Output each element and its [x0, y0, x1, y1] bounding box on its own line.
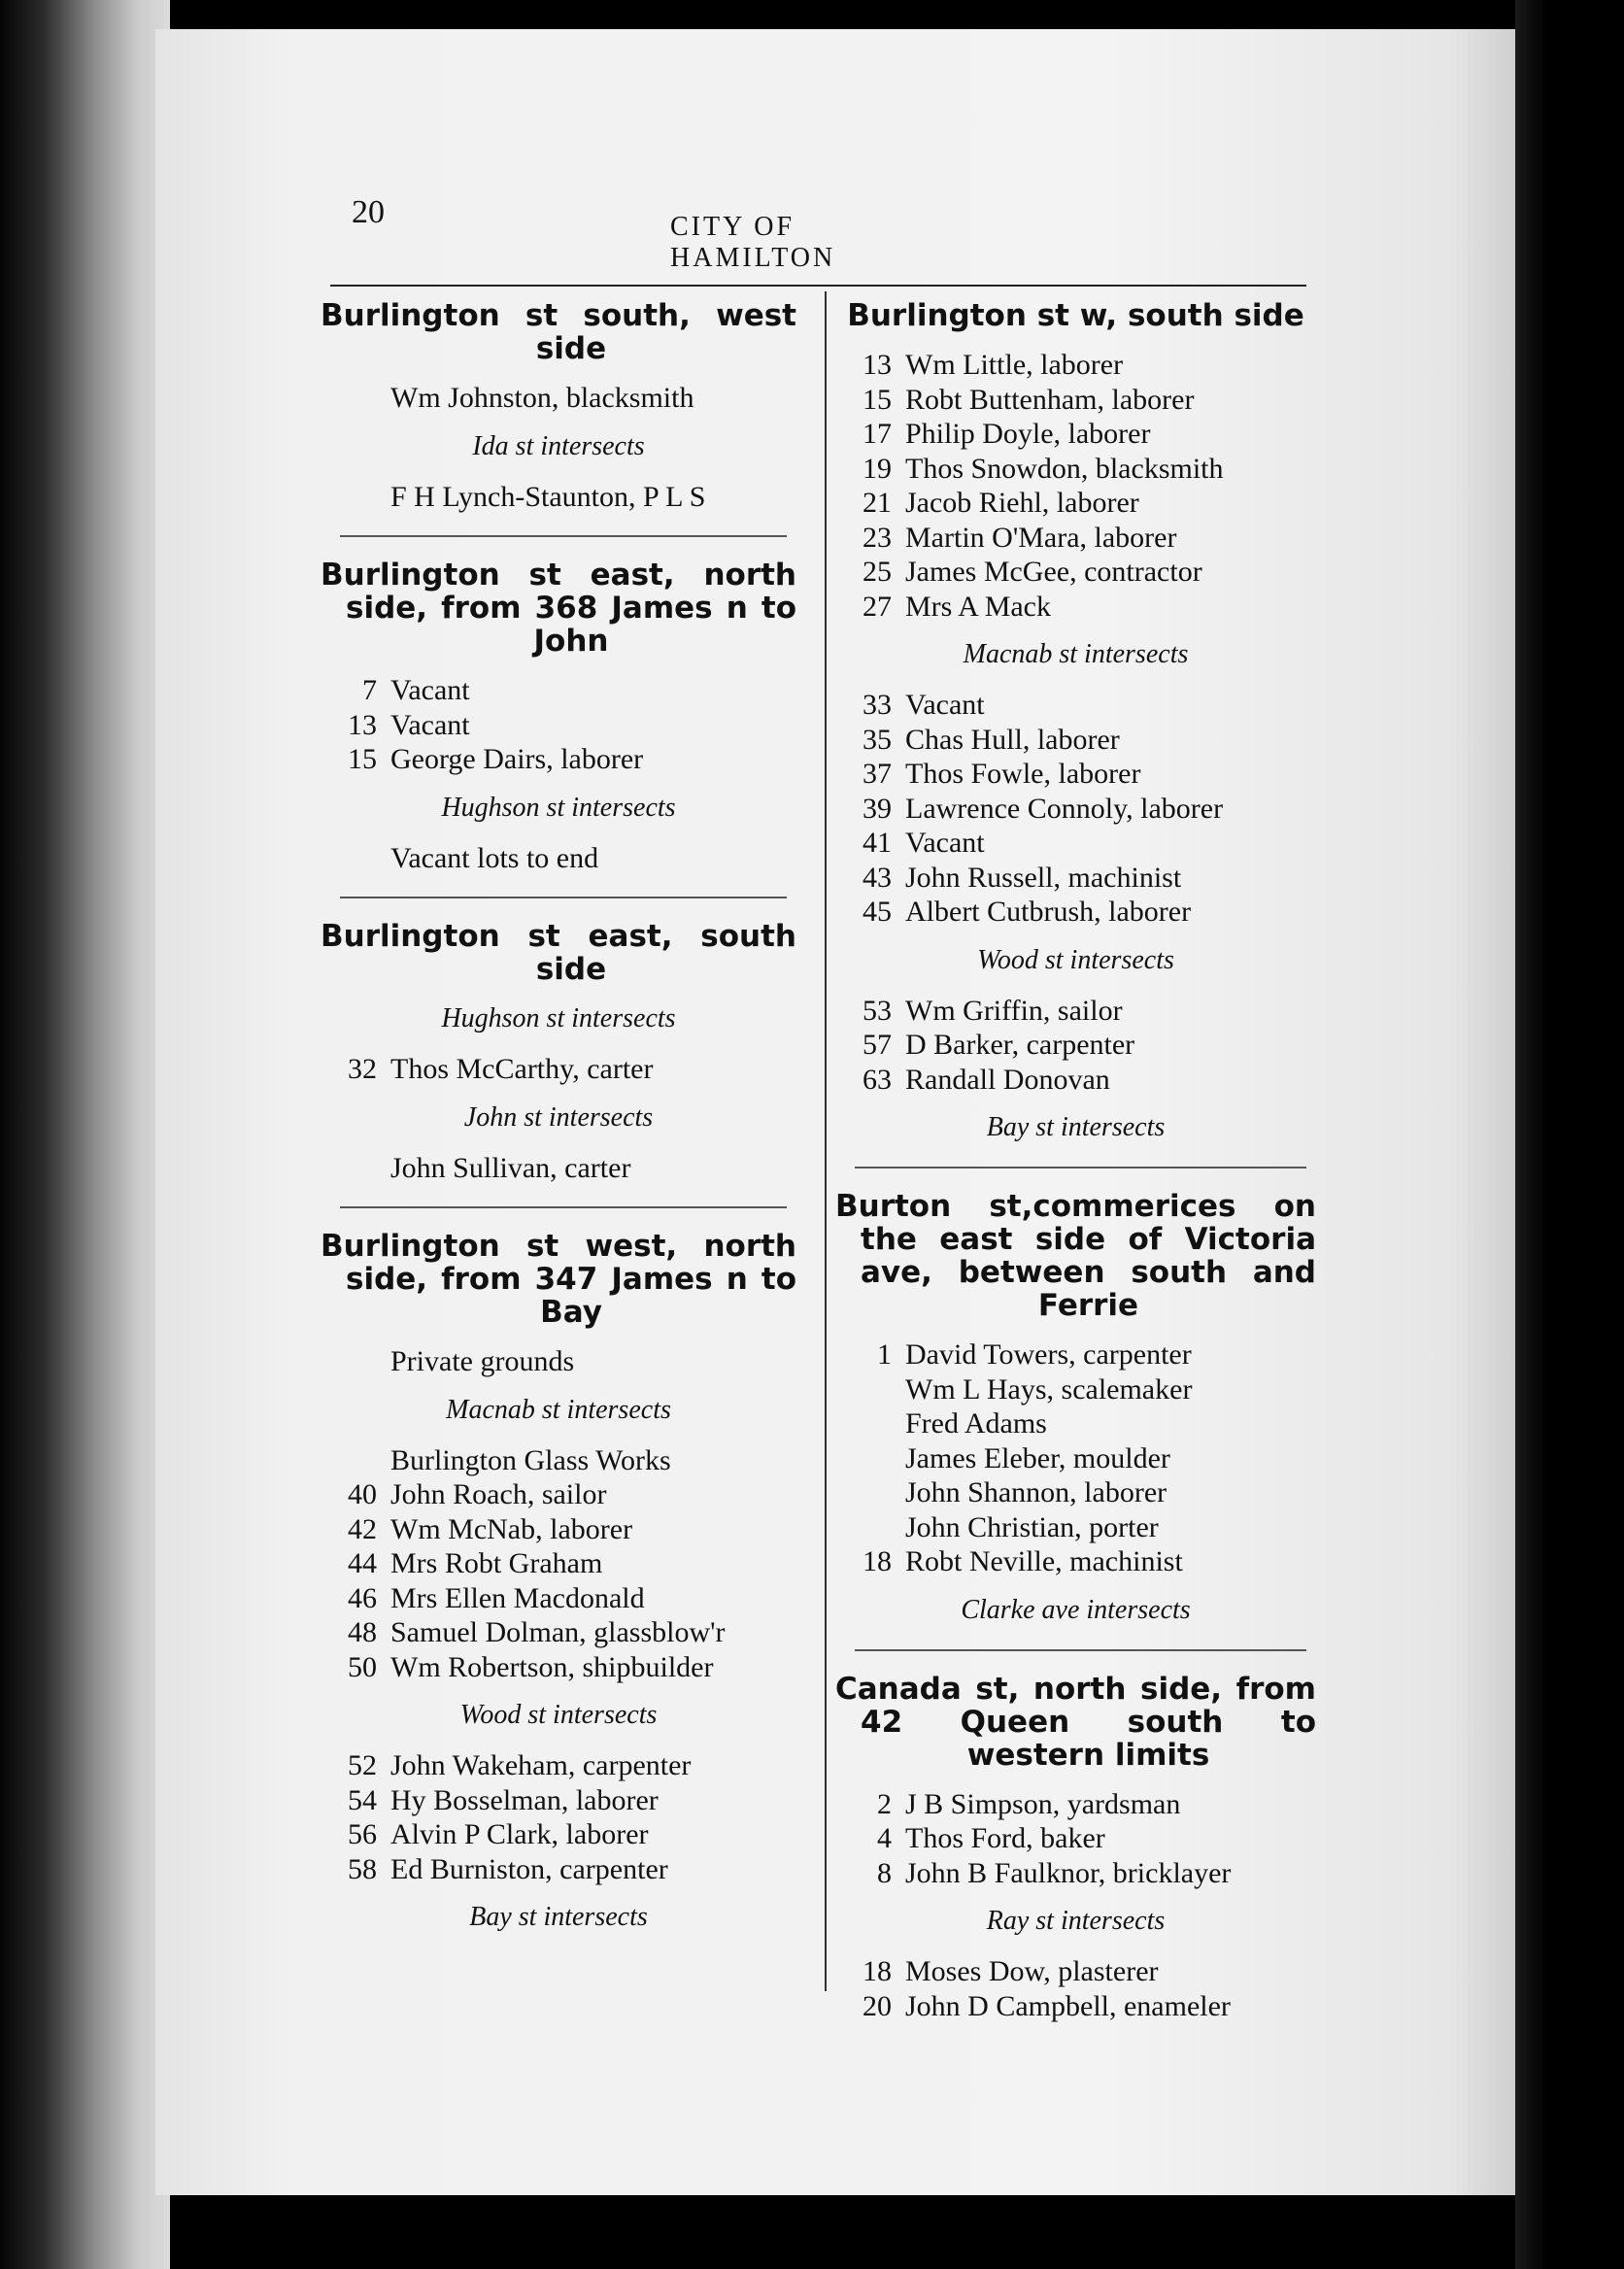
resident-name: John Shannon, laborer	[905, 1476, 1167, 1508]
house-number	[321, 1344, 390, 1379]
directory-entry	[321, 1344, 796, 1379]
street-section	[321, 299, 796, 514]
house-number: 58	[348, 1852, 377, 1885]
house-number	[321, 841, 390, 876]
resident-name: Wm Little, laborer	[905, 349, 1124, 381]
street-section	[321, 1230, 796, 1935]
directory-entry	[321, 1052, 796, 1087]
directory-entry	[321, 673, 796, 708]
resident-name: Vacant	[390, 708, 470, 741]
intersection-note: Hughson st intersects	[441, 792, 676, 823]
house-number: 8	[877, 1856, 892, 1889]
resident-name: Mrs Robt Graham	[390, 1547, 603, 1579]
resident-name: D Barker, carpenter	[905, 1029, 1135, 1061]
directory-entry	[835, 1372, 1316, 1407]
house-number: 53	[863, 994, 892, 1027]
house-number: 54	[348, 1783, 377, 1816]
house-number: 2	[877, 1787, 892, 1820]
resident-name: David Towers, carpenter	[905, 1338, 1192, 1371]
house-number: 19	[863, 452, 892, 485]
resident-name: George Dairs, laborer	[390, 743, 644, 775]
directory-entry	[321, 1783, 796, 1818]
resident-name: Thos Fowle, laborer	[905, 758, 1141, 790]
resident-name: Vacant lots to end	[390, 841, 599, 874]
house-number: 40	[348, 1478, 377, 1510]
house-number: 39	[863, 792, 892, 825]
directory-entry	[321, 1512, 796, 1547]
resident-name: Samuel Dolman, glassblow'r	[390, 1616, 726, 1648]
directory-entry	[835, 383, 1316, 418]
house-number: 27	[863, 590, 892, 623]
book-spine	[0, 0, 170, 2269]
directory-entry	[835, 417, 1316, 452]
resident-name: John D Campbell, enameler	[905, 1989, 1231, 2022]
directory-entry	[835, 1787, 1316, 1822]
street-section	[835, 1190, 1316, 1628]
resident-name: John Roach, sailor	[390, 1478, 607, 1510]
resident-name: Mrs A Mack	[905, 590, 1051, 623]
resident-name: Wm L Hays, scalemaker	[905, 1372, 1193, 1405]
house-number	[835, 1372, 905, 1407]
directory-entry	[835, 1544, 1316, 1579]
resident-name: J B Simpson, yardsman	[905, 1787, 1181, 1820]
resident-name: Thos McCarthy, carter	[390, 1053, 654, 1085]
resident-name: Fred Adams	[905, 1407, 1047, 1439]
directory-entry	[835, 1338, 1316, 1372]
directory-entry	[321, 1748, 796, 1783]
street-heading: Burlington st west, north side, from 347 James n to Bay	[321, 1229, 796, 1330]
house-number: 41	[863, 827, 892, 859]
house-number: 15	[863, 383, 892, 416]
directory-entry	[835, 486, 1316, 521]
left-column	[321, 282, 796, 1950]
house-number: 15	[348, 743, 377, 775]
directory-entry	[321, 1443, 796, 1478]
house-number: 18	[863, 1955, 892, 1987]
directory-entry	[321, 1817, 796, 1852]
house-number: 52	[348, 1749, 377, 1781]
directory-entry	[835, 861, 1316, 896]
street-heading: Canada st, north side, from 42 Queen south to western limits	[835, 1671, 1316, 1773]
directory-entry	[321, 1477, 796, 1512]
house-number	[321, 1443, 390, 1478]
house-number	[835, 1441, 905, 1476]
directory-entry	[321, 1581, 796, 1616]
resident-name: Lawrence Connoly, laborer	[905, 792, 1224, 825]
directory-entry	[835, 1406, 1316, 1441]
resident-name: Albert Cutbrush, laborer	[905, 896, 1192, 928]
house-number: 25	[863, 556, 892, 588]
directory-entry	[321, 1151, 796, 1186]
resident-name: Robt Neville, machinist	[905, 1545, 1183, 1577]
street-section	[835, 1673, 1316, 2024]
directory-entry	[835, 994, 1316, 1029]
house-number	[321, 381, 390, 416]
street-heading: Burlington st south, west side	[321, 298, 796, 366]
directory-entry	[835, 1441, 1316, 1476]
directory-entry	[321, 381, 796, 416]
intersection-note: Macnab st intersects	[446, 1394, 671, 1425]
section-separator	[340, 535, 787, 537]
directory-entry	[835, 348, 1316, 383]
street-heading: Burlington st w, south side	[847, 298, 1304, 333]
directory-entry	[835, 452, 1316, 487]
directory-entry	[835, 521, 1316, 556]
house-number: 23	[863, 521, 892, 554]
street-section	[835, 299, 1316, 1145]
house-number: 45	[863, 896, 892, 928]
intersection-note: Hughson st intersects	[441, 1003, 676, 1033]
directory-entry	[321, 1650, 796, 1685]
resident-name: Vacant	[390, 674, 470, 706]
section-separator	[340, 1206, 787, 1208]
directory-entry	[321, 1615, 796, 1650]
directory-entry	[835, 1510, 1316, 1545]
house-number: 4	[877, 1822, 892, 1854]
resident-name: Wm Robertson, shipbuilder	[390, 1650, 714, 1683]
house-number: 17	[863, 418, 892, 450]
house-number: 33	[863, 689, 892, 721]
directory-entry	[835, 723, 1316, 758]
directory-entry	[835, 1954, 1316, 1989]
directory-entry	[835, 1028, 1316, 1063]
house-number	[321, 480, 390, 515]
directory-entry	[835, 1475, 1316, 1510]
page-number: 20	[352, 194, 385, 230]
house-number: 18	[863, 1545, 892, 1577]
directory-entry	[835, 1856, 1316, 1891]
house-number	[835, 1406, 905, 1441]
house-number	[835, 1510, 905, 1545]
house-number: 42	[348, 1512, 377, 1545]
intersection-note: Ray st intersects	[986, 1906, 1166, 1936]
house-number	[835, 1475, 905, 1510]
street-heading: Burlington st east, south side	[321, 919, 796, 987]
house-number: 57	[863, 1029, 892, 1061]
house-number: 20	[863, 1989, 892, 2022]
directory-entry	[835, 1821, 1316, 1856]
resident-name: Mrs Ellen Macdonald	[390, 1581, 645, 1614]
resident-name: Philip Doyle, laborer	[905, 418, 1151, 450]
running-title: CITY OF HAMILTON	[670, 212, 836, 273]
right-column	[835, 282, 1316, 2023]
section-separator	[855, 1167, 1306, 1168]
resident-name: Wm Griffin, sailor	[905, 994, 1123, 1027]
directory-entry	[321, 742, 796, 777]
house-number: 46	[348, 1581, 377, 1614]
resident-name: Vacant	[905, 827, 985, 859]
resident-name: Burlington Glass Works	[390, 1443, 671, 1476]
house-number: 37	[863, 758, 892, 790]
street-heading: Burlington st east, north side, from 368 James n to John	[321, 558, 796, 659]
resident-name: Randall Donovan	[905, 1063, 1110, 1096]
house-number: 35	[863, 723, 892, 756]
street-heading: Burton st,commerices on the east side of Victoria ave, between south and Ferrie	[835, 1189, 1316, 1323]
resident-name: Robt Buttenham, laborer	[905, 383, 1195, 416]
intersection-note: Wood st intersects	[459, 1700, 658, 1730]
intersection-note: John st intersects	[463, 1101, 654, 1133]
house-number: 13	[863, 349, 892, 381]
resident-name: Wm McNab, laborer	[390, 1512, 633, 1545]
resident-name: Hy Bosselman, laborer	[390, 1783, 659, 1816]
house-number: 1	[877, 1338, 892, 1371]
resident-name: Chas Hull, laborer	[905, 723, 1120, 756]
resident-name: John Wakeham, carpenter	[390, 1749, 692, 1781]
resident-name: Wm Johnston, blacksmith	[390, 382, 694, 414]
resident-name: Ed Burniston, carpenter	[390, 1852, 668, 1885]
section-separator	[855, 1649, 1306, 1651]
house-number: 50	[348, 1650, 377, 1683]
house-number: 13	[348, 708, 377, 741]
directory-entry	[835, 555, 1316, 590]
house-number: 32	[348, 1053, 377, 1085]
directory-entry	[835, 895, 1316, 930]
directory-entry	[321, 480, 796, 515]
directory-entry	[835, 1063, 1316, 1098]
directory-entry	[835, 792, 1316, 827]
resident-name: John B Faulknor, bricklayer	[905, 1856, 1232, 1889]
house-number: 21	[863, 487, 892, 519]
house-number	[321, 1151, 390, 1186]
resident-name: John Russell, machinist	[905, 861, 1182, 894]
resident-name: Martin O'Mara, laborer	[905, 521, 1177, 554]
scan-right-border	[1515, 0, 1624, 2269]
resident-name: John Sullivan, carter	[390, 1151, 631, 1184]
intersection-note: Ida st intersects	[472, 430, 645, 461]
house-number: 48	[348, 1616, 377, 1648]
section-separator	[340, 897, 787, 898]
resident-name: James McGee, contractor	[905, 556, 1202, 588]
intersection-note: Clarke ave intersects	[961, 1594, 1191, 1625]
resident-name: John Christian, porter	[905, 1510, 1159, 1543]
directory-entry	[835, 688, 1316, 723]
intersection-note: Bay st intersects	[986, 1112, 1166, 1142]
directory-entry	[321, 708, 796, 743]
directory-entry	[835, 590, 1316, 625]
resident-name: Thos Snowdon, blacksmith	[905, 452, 1224, 485]
resident-name: F H Lynch-Staunton, P L S	[390, 480, 706, 513]
street-section	[321, 920, 796, 1185]
directory-entry	[835, 1989, 1316, 2024]
directory-entry	[321, 1852, 796, 1887]
resident-name: Private grounds	[390, 1345, 575, 1377]
intersection-note: Wood st intersects	[977, 944, 1174, 975]
house-number: 43	[863, 861, 892, 894]
directory-entry	[835, 826, 1316, 861]
resident-name: Vacant	[905, 689, 985, 721]
house-number: 44	[348, 1547, 377, 1579]
column-divider	[825, 291, 827, 1991]
directory-entry	[835, 757, 1316, 792]
resident-name: James Eleber, moulder	[905, 1441, 1170, 1474]
intersection-note: Macnab st intersects	[963, 639, 1189, 669]
directory-entry	[321, 841, 796, 876]
street-section	[321, 559, 796, 875]
resident-name: Moses Dow, plasterer	[905, 1955, 1159, 1987]
intersection-note: Bay st intersects	[469, 1902, 648, 1932]
house-number: 56	[348, 1818, 377, 1850]
house-number: 63	[863, 1063, 892, 1096]
resident-name: Thos Ford, baker	[905, 1822, 1105, 1854]
resident-name: Alvin P Clark, laborer	[390, 1818, 649, 1850]
house-number: 7	[362, 674, 377, 706]
resident-name: Jacob Riehl, laborer	[905, 487, 1139, 519]
directory-entry	[321, 1546, 796, 1581]
